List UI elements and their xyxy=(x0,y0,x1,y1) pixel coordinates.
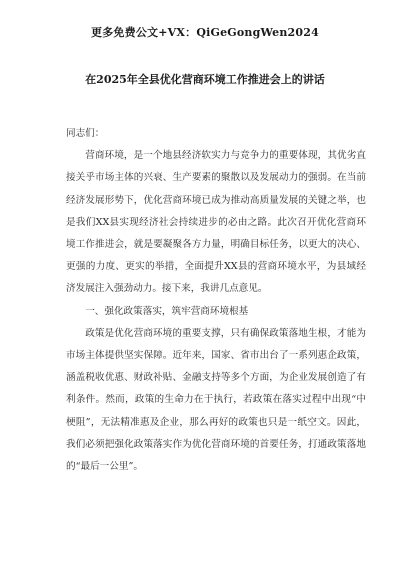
salutation: 同志们： xyxy=(66,128,105,139)
document-title: 在2025年全县优化营商环境工作推进会上的讲话 xyxy=(85,73,325,86)
promo-header: 更多免费公文+VX：QiGeGongWen2024 xyxy=(91,26,319,39)
section-heading: 一、强化政策落实，筑牢营商环境根基 xyxy=(85,305,249,317)
section-paragraph: 政策是优化营商环境的重要支撑，只有确保政策落地生根，才能为市场主体提供坚实保障。近年来，国家、省市出台了一系列惠企政策，涵盖税收优惠、财政补贴、金融支持等多个方面，为企业发展创造了有利条件。然而，政策的生命力在于执行，若政策在落实过程中出现“中梗阻”，无法精准惠及企业，那么再好的政策也只是一纸空文。因此，我们必须把强化政策落实作为优化营商环境的首要任务，打通政策落地的“最后一公里”。 xyxy=(66,327,366,473)
document-body xyxy=(66,123,366,478)
intro-paragraph: 营商环境，是一个地县经济软实力与竞争力的重要体现，其优劣直接关乎市场主体的兴衰、生产要素的聚散以及发展动力的强弱。在当前经济发展形势下，优化营商环境已成为推动高质量发展的关键之举，也是我们XX县实现经济社会持续进步的必由之路。此次召开优化营商环境工作推进会，就是要凝聚各方力量，明确目标任务，以更大的决心、更强的力度、更实的举措，全面提升XX县的营商环境水平，为县域经济发展注入强劲动力。接下来，我讲几点意见。 xyxy=(66,150,366,295)
